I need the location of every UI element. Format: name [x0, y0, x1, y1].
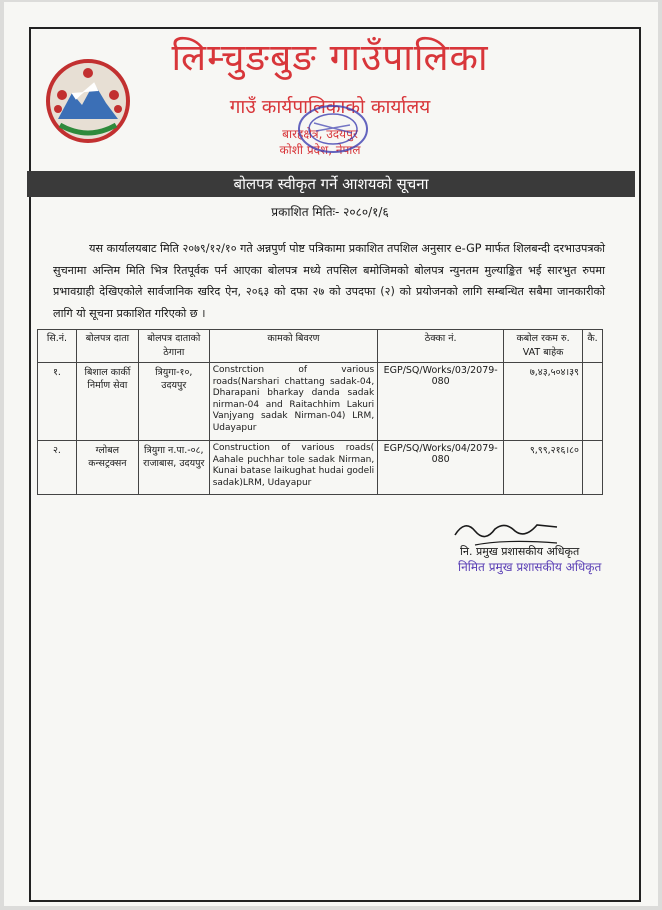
col-header-amount: कबोल रकम रु. VAT बाहेक: [504, 330, 583, 363]
notice-banner: बोलपत्र स्वीकृत गर्ने आशयको सूचना: [27, 171, 635, 197]
table-row: [38, 363, 603, 441]
cell-amount: ७,४३,५०४।३९: [504, 363, 583, 441]
cell-address: त्रियुगा-१०, उदयपुर: [138, 363, 209, 441]
cell-remarks: [582, 363, 602, 441]
office-stamp-icon: [296, 103, 370, 155]
cell-description: Construction of various roads( Aahale puchhar tole sadak Nirman, Kunai batase laikughat hudai godeli sadak)LRM, Udayapur: [209, 441, 377, 495]
signatory-title: नि. प्रमुख प्रशासकीय अधिकृत: [460, 545, 580, 558]
address-line-2: कोशी प्रदेश, नेपाल: [279, 143, 361, 157]
cell-contract-no: EGP/SQ/Works/03/2079-080: [378, 363, 504, 441]
page-title: लिम्चुङबुङ गाउँपालिका: [171, 36, 489, 79]
office-subtitle: गाउँ कार्यपालिकाको कार्यालय: [229, 96, 431, 118]
cell-contract-no: EGP/SQ/Works/04/2079-080: [378, 441, 504, 495]
address-line-1: बारहक्षेत्र, उदयपुर: [282, 127, 358, 141]
cell-address: त्रियुगा न.पा.-०८, राजाबास, उदयपुर: [138, 441, 209, 495]
signatory-stamp: निमित प्रमुख प्रशासकीय अधिकृत: [458, 560, 602, 574]
published-date: प्रकाशित मितिः- २०८०/१/६: [271, 205, 389, 219]
cell-sn: १.: [38, 363, 77, 441]
col-header-address: बोलपत्र दाताको ठेगाना: [138, 330, 209, 363]
cell-sn: २.: [38, 441, 77, 495]
cell-remarks: [582, 441, 602, 495]
nepal-emblem-icon: [42, 55, 134, 147]
cell-amount: ९,९९,२१६।८०: [504, 441, 583, 495]
col-header-remarks: कै.: [582, 330, 602, 363]
col-header-sn: सि.नं.: [38, 330, 77, 363]
col-header-description: कामको बिवरण: [209, 330, 377, 363]
col-header-bidder: बोलपत्र दाता: [76, 330, 138, 363]
cell-description: Constrction of various roads(Narshari chattang sadak-04, Dharapani bharkay danda sadak nirman-04 and Raitachhim Lakuri Vanjyang sadak Nirman-04) LRM, Udayapur: [209, 363, 377, 441]
col-header-contract: ठेक्का नं.: [378, 330, 504, 363]
table-header-row: [38, 330, 603, 363]
bid-table: [37, 329, 603, 495]
cell-bidder: बिशाल कार्की निर्माण सेवा: [76, 363, 138, 441]
cell-bidder: ग्लोबल कन्सट्रक्सन: [76, 441, 138, 495]
table-row: [38, 441, 603, 495]
notice-body: यस कार्यालयबाट मिति २०७९/१२/१० गते अन्नपुर्ण पोष्ट पत्रिकामा प्रकाशित तपशिल अनुसार e-GP मार्फत शिलबन्दी दरभाउपत्रको सुचनामा अन्तिम मिति भित्र रितपूर्वक पर्न आएका बोलपत्र मध्ये तपसिल बमोजिमको बोलपत्र न्युनतम मुल्याङ्कित भई सारभुत रुपमा प्रभावग्राही देखिएकोले सार्वजानिक खरिद ऐन, २०६३ को दफा २७ को उपदफा (२) को प्रयोजनको लागि सम्बन्धित सबैमा जानकारीको लागि यो सूचना प्रकाशित गरिएको छ ।: [53, 242, 605, 320]
